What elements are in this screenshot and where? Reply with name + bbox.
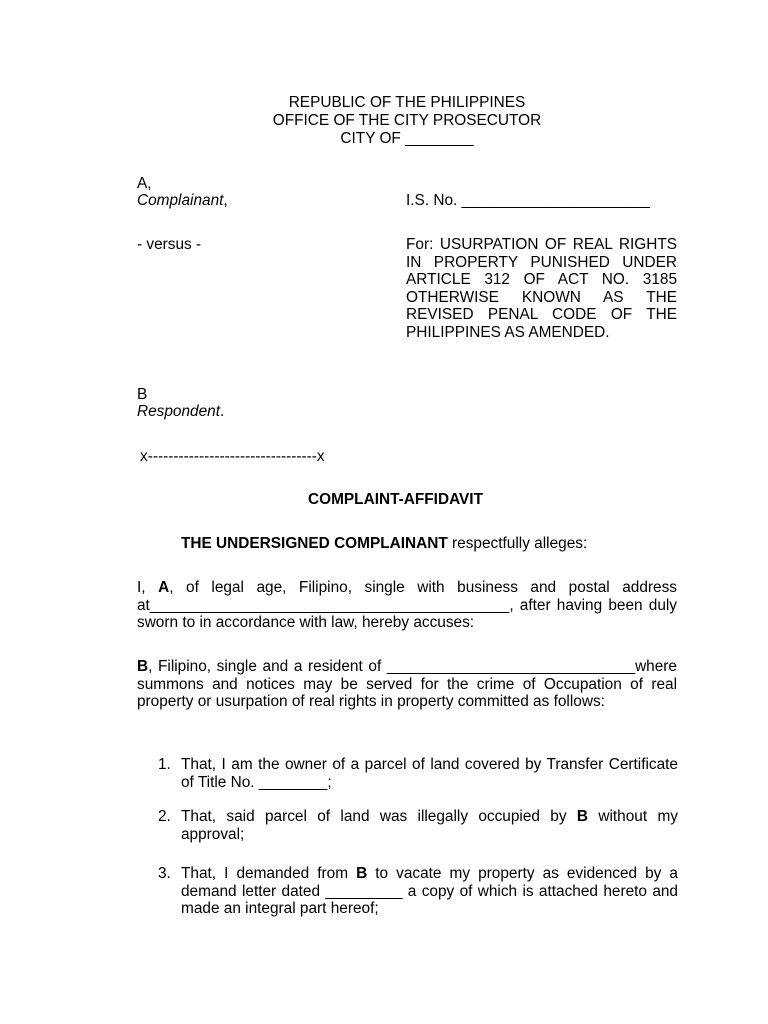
intro-line [181,535,587,553]
intro-bold: THE UNDERSIGNED COMPLAINANT [181,535,448,552]
list-text-b: to vacate my property as evidenced by a demand letter dated _________ a copy of which is attached hereto and made an integral part hereof; [181,865,678,918]
respondent-name: B [137,386,148,403]
list-text-b: without my approval; [181,808,678,843]
header-city: CITY OF ________ [340,130,474,147]
respondent-label: Respondent [137,403,221,420]
list-item-text [181,865,678,918]
list-item-text [181,756,678,791]
list-text-a: That, I demanded from [181,865,357,882]
caption-separator: x---------------------------------x [140,448,325,465]
list-number: 2. [158,808,171,825]
list-text-a: That, said parcel of land was illegally occupied by [181,808,577,825]
intro-rest: respectfully alleges: [447,535,588,552]
list-text-a: That, I am the owner of a parcel of land covered by Transfer Certificate of Title No. ________; [181,756,678,791]
list-item [158,865,678,918]
document-title: COMPLAINT-AFFIDAVIT [308,491,483,508]
para1-text-a: I, [137,579,159,596]
para1-text-b: , of legal age, Filipino, single with business and postal address at__________________________________________, after having been duly sworn to in accordance with law, hereby accuses: [137,579,677,632]
para1-bold: A [158,579,170,596]
header-republic: REPUBLIC OF THE PHILIPPINES [288,94,526,111]
header-office: OFFICE OF THE CITY PROSECUTOR [272,112,542,129]
versus-label: - versus - [137,236,202,253]
list-item [158,808,678,843]
list-item-text [181,808,678,843]
paragraph-respondent [137,658,677,711]
respondent-label-line [137,403,224,421]
list-item [158,756,678,791]
complainant-label: Complainant [137,192,224,209]
para2-text: , Filipino, single and a resident of _____________________________where summons and notices may be served for the crime of Occupation of real property or usurpation of real rights in property committed as follows: [137,658,677,711]
offense-description: For: USURPATION OF REAL RIGHTS IN PROPERTY PUNISHED UNDER ARTICLE 312 OF ACT NO. 3185 OTHERWISE KNOWN AS THE REVISED PENAL CODE OF THE PHILIPPINES AS AMENDED. [406,236,677,341]
paragraph-complainant [137,579,677,632]
complainant-name: A, [137,175,152,192]
list-number: 3. [158,865,171,882]
list-bold: B [356,865,368,882]
complainant-label-line [137,192,228,210]
list-bold: B [576,808,589,825]
list-number: 1. [158,756,171,773]
complainant-comma: , [223,192,228,209]
respondent-period: . [220,403,225,420]
para2-bold: B [137,658,149,675]
is-number: I.S. No. ______________________ [406,192,650,209]
